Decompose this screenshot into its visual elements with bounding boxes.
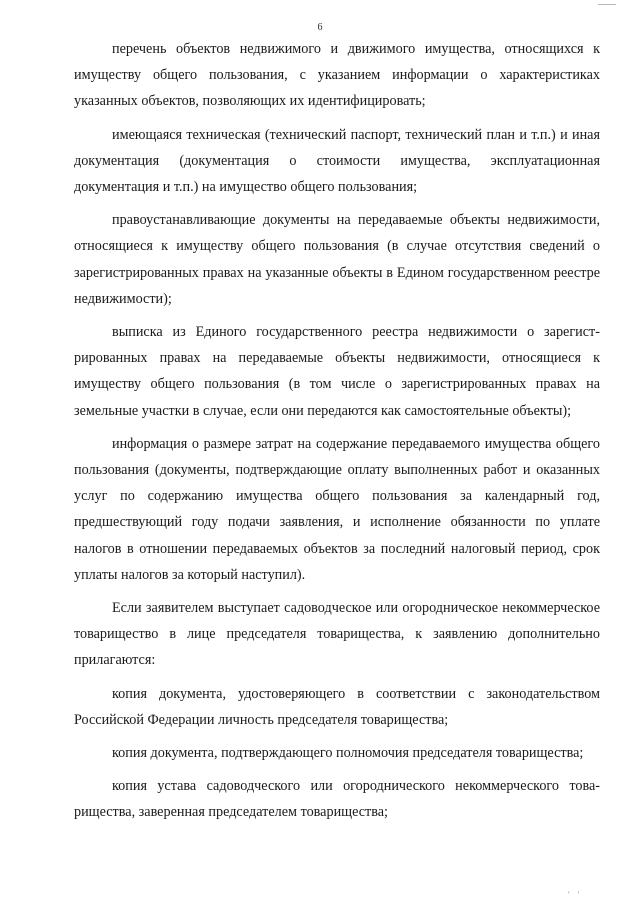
paragraph-property-list: перечень объектов недвижимого и движимого имущества, относящихся к имуществу общего пользования, с указанием информации о характеристиках указанных объектов, позволяющих их идентифицировать; <box>74 41 600 110</box>
page-number: 6 <box>317 22 323 33</box>
paragraph-technical-documentation: имеющаяся техническая (технический паспорт, технический план и т.п.) и иная документация (документация о стоимости имущества, эксплуатационная документация и т.п.) на имущество общего пользования; <box>74 126 600 196</box>
document-body <box>74 36 600 833</box>
scan-mark: ' ' <box>568 890 582 899</box>
paragraph-charter-copy: копия устава садоводческого или огороднического некоммерческого товарищества, заверенная председателем товарищества; <box>74 778 600 821</box>
corner-mark <box>598 0 616 5</box>
paragraph-authority-document: копия документа, подтверждающего полномочия председателя товарищества; <box>112 745 584 762</box>
paragraph-registry-extract: выписка из Единого государственного реестра недвижимости о зарегистрированных правах на передаваемые объекты недвижимости, относящиеся к имуществу общего пользования (в том числе о зарегистрированных правах на земельные участки в случае, если они передаются как самостоятельные объекты); <box>74 324 600 419</box>
paragraph-title-documents: правоустанавливающие документы на передаваемые объекты недвижимости, относящиеся к имуществу общего пользования (в случае отсутствия сведений о зарегистрированных правах на указанные объекты в Едином государственном реестре недвижимости); <box>74 212 600 307</box>
paragraph-identity-document: копия документа, удостоверяющего в соответствии с законодательством Российской Федерации личность председателя товарищества; <box>74 685 600 728</box>
paragraph-partnership-applicant: Если заявителем выступает садоводческое или огородническое некоммерческое товарищество в лице председателя товарищества, к заявлению дополнительно прилагаются: <box>74 600 600 669</box>
paragraph-maintenance-costs: информация о размере затрат на содержание передаваемого имущества общего пользования (документы, подтверждающие оплату выполненных работ и оказанных услуг по содержанию имущества общего пользования за календарный год, предшествующий году подачи заявления, и исполнение обязанности по уплате налогов в отношении передаваемых объектов за последний налоговый период, срок уплаты налогов за который наступил). <box>74 435 600 583</box>
